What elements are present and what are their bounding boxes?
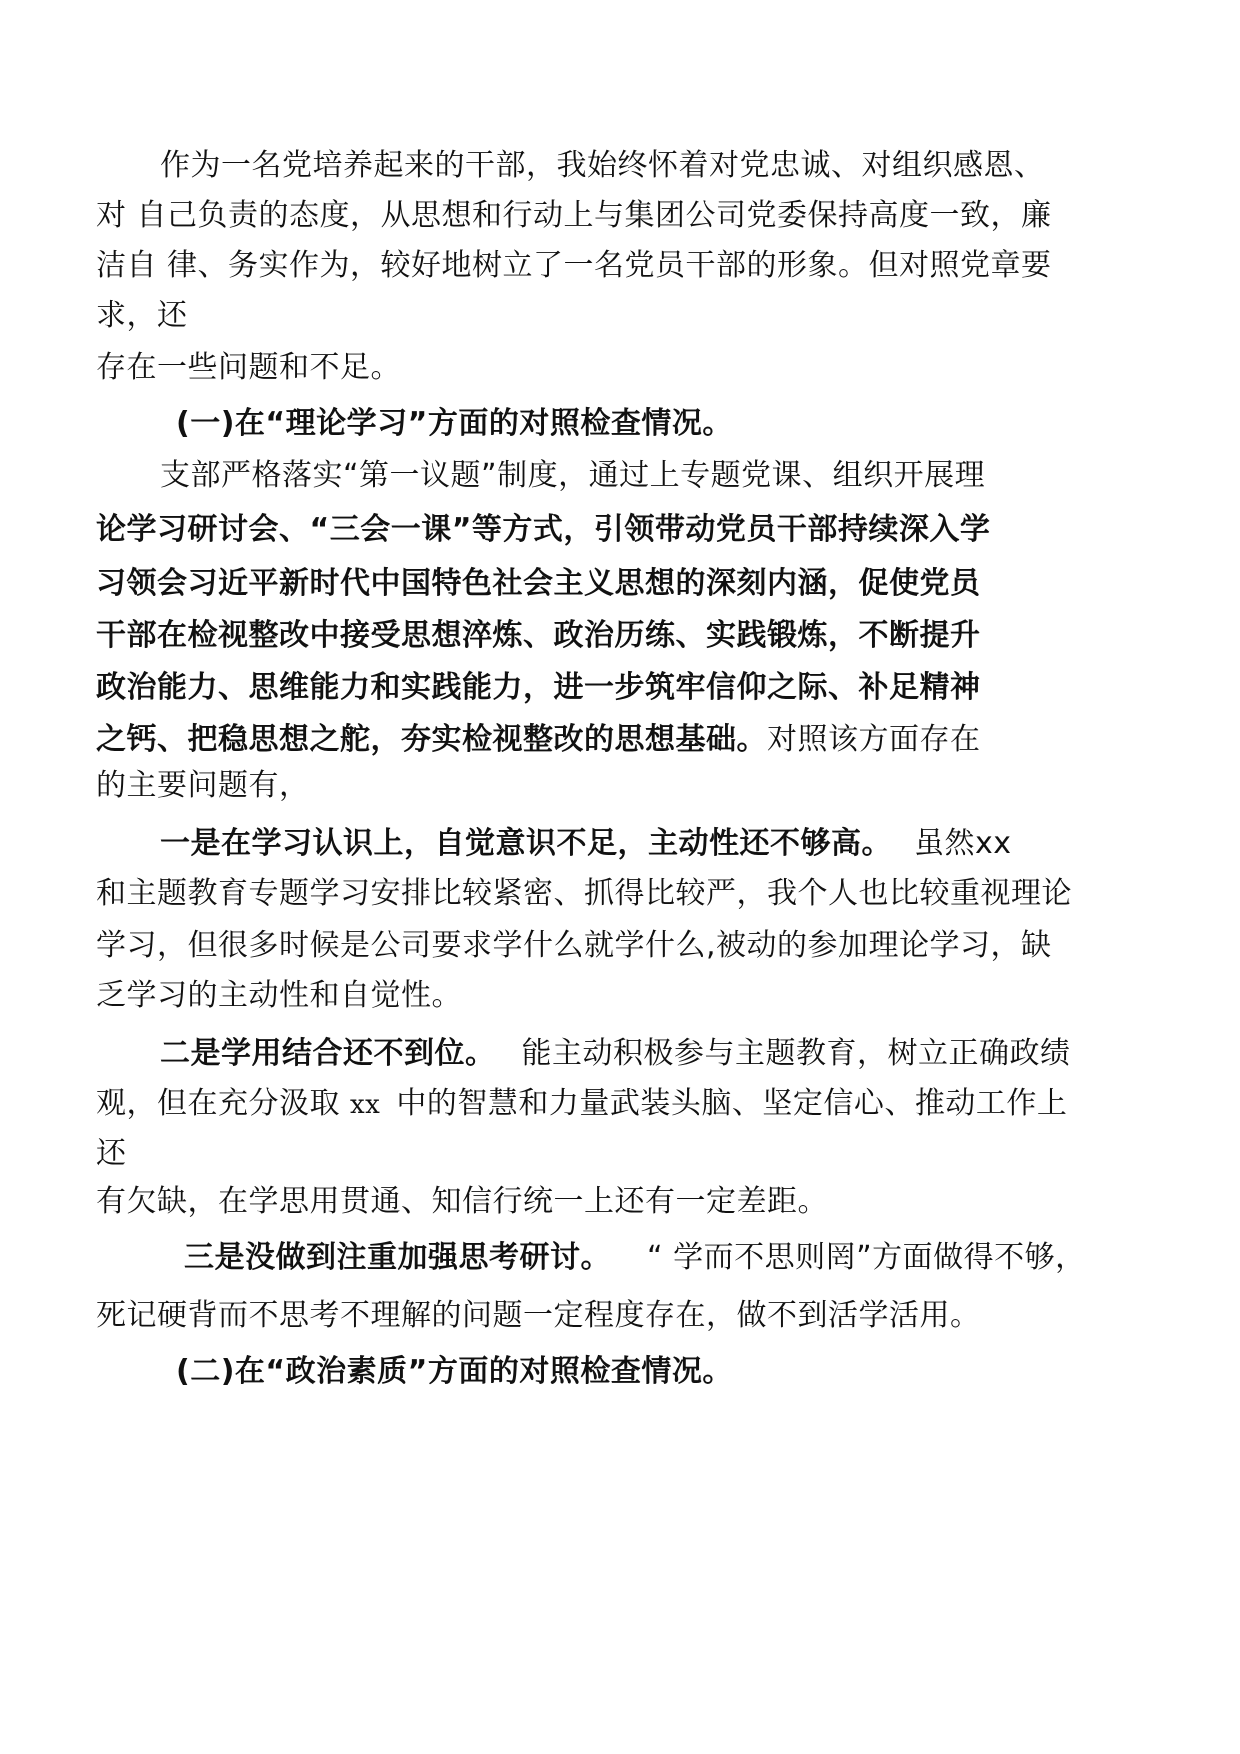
- item-1-line-1: [160, 824, 1012, 864]
- section-1-para-line-6: [96, 720, 981, 760]
- intro-line-1: 作为一名党培养起来的干部，我始终怀着对党忠诚、对组织感恩、: [160, 148, 1045, 183]
- intro-line-5: 存在一些问题和不足。: [96, 350, 401, 385]
- section-1-para-line-5: 政治能力、思维能力和实践能力，进一步筑牢信仰之际、补足精神: [96, 670, 981, 705]
- section-1-para-line-6-rest: 对照该方面存在: [767, 722, 981, 757]
- item-1-rest: 虽然xx: [914, 826, 1012, 861]
- section-1-para-line-6-bold: 之钙、把稳思想之舵，夯实检视整改的思想基础。: [96, 722, 767, 757]
- item-2-line-3: 还: [96, 1136, 127, 1171]
- section-1-heading: (一)在“理论学习”方面的对照检查情况。: [176, 406, 733, 441]
- item-1-line-3: 学习，但很多时候是公司要求学什么就学什么,被动的参加理论学习，缺: [96, 928, 1052, 963]
- section-1-para-line-3: 习领会习近平新时代中国特色社会主义思想的深刻内涵，促使党员: [96, 566, 981, 601]
- intro-line-4: 求，还: [96, 298, 188, 333]
- item-1-line-2: 和主题教育专题学习安排比较紧密、抓得比较严，我个人也比较重视理论: [96, 876, 1072, 911]
- section-1-para-line-1: 支部严格落实“第一议题”制度，通过上专题党课、组织开展理: [160, 458, 986, 493]
- section-2-heading: (二)在“政治素质”方面的对照检查情况。: [176, 1354, 733, 1389]
- item-2-line-2-x: xx: [350, 1090, 381, 1120]
- item-2-line-4: 有欠缺，在学思用贯通、知信行统一上还有一定差距。: [96, 1184, 828, 1219]
- section-1-para-line-7: 的主要问题有，: [96, 768, 310, 803]
- item-3-lead: 三是没做到注重加强思考研讨。: [184, 1240, 611, 1275]
- item-2-line-1: [160, 1034, 1071, 1074]
- item-2-lead: 二是学用结合还不到位。: [160, 1036, 496, 1071]
- item-2-line-2: [96, 1084, 1067, 1125]
- item-2-line-2-a: 观，但在充分汲取: [96, 1086, 340, 1121]
- item-3-line-2: 死记硬背而不思考不理解的问题一定程度存在，做不到活学活用。: [96, 1298, 981, 1333]
- item-3-line-1: [184, 1238, 1086, 1278]
- item-3-rest: “ 学而不思则罔”方面做得不够，: [647, 1240, 1086, 1275]
- section-1-para-line-4: 干部在检视整改中接受思想淬炼、政治历练、实践锻炼，不断提升: [96, 618, 981, 653]
- intro-line-3: 洁自 律、务实作为，较好地树立了一名党员干部的形象。但对照党章要: [96, 248, 1052, 283]
- item-1-line-4: 乏学习的主动性和自觉性。: [96, 978, 462, 1013]
- section-1-para-line-2: 论学习研讨会、“三会一课”等方式，引领带动党员干部持续深入学: [96, 512, 991, 547]
- item-2-line-2-b: 中的智慧和力量武装头脑、坚定信心、推动工作上: [396, 1086, 1068, 1121]
- item-1-lead: 一是在学习认识上，自觉意识不足，主动性还不够高。: [160, 826, 892, 861]
- intro-line-2: 对 自己负责的态度，从思想和行动上与集团公司党委保持高度一致，廉: [96, 198, 1052, 233]
- item-2-rest: 能主动积极参与主题教育，树立正确政绩: [521, 1036, 1071, 1071]
